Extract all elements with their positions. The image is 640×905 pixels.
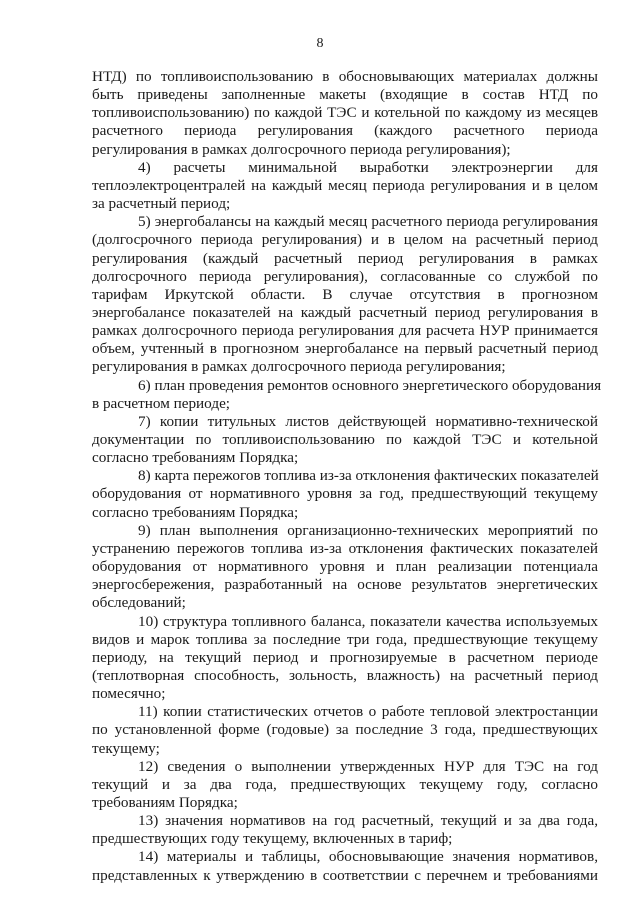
text-line: документации по топливоиспользованию по каждой ТЭС и котельной [92,431,598,448]
text-line: 13) значения нормативов на год расчетный, текущий и за два года, [138,812,598,830]
text-line: регулирования в рамках долгосрочного периода регулирования; [92,358,506,376]
text-line: требованиям Порядка; [92,794,238,811]
text-line: по установленной форме (годовые) за последние 3 года, предшествующих [92,721,598,739]
text-line: за расчетный период; [92,195,231,213]
text-line: объем, учтенный в прогнозном энергобалансе на первый расчетный период [92,340,598,358]
page-number: 8 [316,36,324,51]
text-line: тарифам Иркутской области. В случае отсутствия в прогнозном [92,285,598,303]
text-line: быть приведены заполненные макеты (входящие в состав НТД по [92,86,598,104]
text-line: в расчетном периоде; [92,394,231,412]
text-line: 12) сведения о выполнении утвержденных НУР для ТЭС на год [138,757,598,775]
text-line: регулирования в рамках долгосрочного периода регулирования); [92,140,511,158]
text-line: топливоиспользованию) по каждой ТЭС и котельной по каждому из месяцев [92,104,598,122]
text-line: 4) расчеты минимальной выработки электроэнергии для [138,158,598,176]
text-line: 14) материалы и таблицы, обосновывающие значения нормативов, [138,848,598,866]
text-line: НТД) по топливоиспользованию в обосновывающих материалах должны [92,68,598,85]
text-line: регулирования (каждый расчетный период регулирования в рамках [92,249,598,267]
text-line: (теплотворная способность, зольность, влажность) на расчетный период [92,666,598,684]
text-line: (долгосрочного периода регулирования) и в целом на расчетный период [92,231,598,249]
text-line: 9) план выполнения организационно-технических мероприятий по [138,521,598,539]
text-line: 8) карта пережогов топлива из-за отклонения фактических показателей [138,467,599,485]
text-line: 6) план проведения ремонтов основного энергетического оборудования [138,376,602,394]
text-line: энергосбережения, разработанный на основе результатов энергетических [92,576,598,594]
text-line: текущему; [92,739,160,757]
text-line: оборудования от нормативного уровня за год, предшествующий текущему [92,485,598,503]
text-line: расчетного периода регулирования (каждого расчетного периода [92,122,598,140]
text-line: устранению пережогов топлива из-за отклонения фактических показателей [92,539,598,557]
text-line: периоду, на текущий период и прогнозируемые в расчетном периоде [92,648,598,666]
text-line: рамках долгосрочного периода регулирования для расчета НУР принимается [92,322,598,340]
text-line: теплоэлектроцентралей на каждый месяц периода регулирования и в целом [92,176,598,194]
text-line: представленных к утверждению в соответствии с перечнем и требованиями [92,866,598,884]
text-line: обследований; [92,594,186,612]
text-line: помесячно; [92,685,166,703]
text-line: энергобалансе показателей на каждый расчетный период регулирования в [92,303,598,321]
text-line: согласно требованиям Порядка; [92,503,299,521]
text-line: видов и марок топлива за последние три года, предшествующие текущему [92,630,598,648]
text-line: долгосрочного периода регулирования), согласованные со службой по [92,267,598,285]
text-line: 5) энергобалансы на каждый месяц расчетного периода регулирования [138,213,598,231]
text-line: оборудования от нормативного уровня и план реализации потенциала [92,558,598,576]
text-line: 11) копии статистических отчетов о работе тепловой электростанции [138,703,598,721]
text-line: текущий и за два года, предшествующих текущему году, согласно [92,775,598,793]
text-line: согласно требованиям Порядка; [92,449,299,467]
text-line: 10) структура топливного баланса, показатели качества используемых [138,612,598,630]
text-line: 7) копии титульных листов действующей нормативно-технической [138,412,598,430]
text-line: предшествующих году текущему, включенных в тариф; [92,830,453,848]
